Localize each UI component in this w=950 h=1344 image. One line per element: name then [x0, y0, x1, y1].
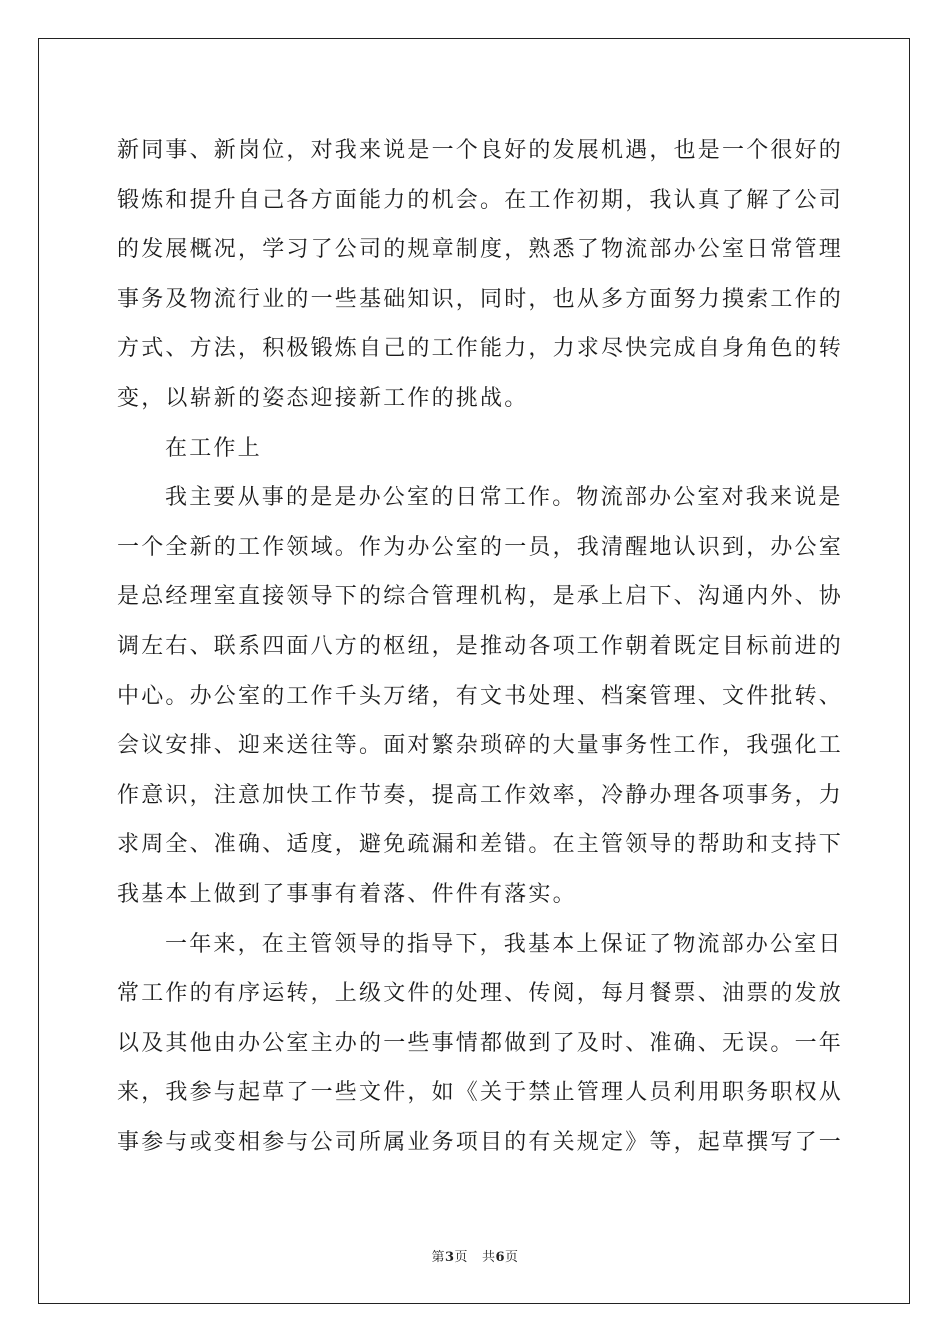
- text-line: 常工作的有序运转，上级文件的处理、传阅，每月餐票、油票的发放: [117, 981, 844, 1007]
- text-line: 是总经理室直接领导下的综合管理机构，是承上启下、沟通内外、协: [117, 584, 844, 610]
- document-body: [117, 126, 844, 1167]
- text-line: 事参与或变相参与公司所属业务项目的有关规定》等，起草撰写了一: [117, 1129, 844, 1155]
- text-line: 方式、方法，积极锻炼自己的工作能力，力求尽快完成自身角色的转: [117, 336, 844, 362]
- text-line: 以及其他由办公室主办的一些事情都做到了及时、准确、无误。一年: [117, 1030, 844, 1056]
- text-line: 变，以崭新的姿态迎接新工作的挑战。: [117, 385, 529, 411]
- paragraph-4: [117, 920, 844, 1168]
- text-line: 一年来，在主管领导的指导下，我基本上保证了物流部办公室日: [165, 931, 843, 957]
- section-heading: [117, 424, 833, 474]
- page-footer: [0, 1246, 950, 1265]
- text-line: 我基本上做到了事事有着落、件件有落实。: [117, 881, 577, 907]
- text-line: 来，我参与起草了一些文件，如《关于禁止管理人员利用职务职权从: [117, 1080, 844, 1106]
- text-line: 作意识，注意加快工作节奏，提高工作效率，冷静办理各项事务，力: [117, 782, 844, 808]
- paragraph-3: [117, 473, 844, 919]
- current-page-number: 3: [444, 1250, 455, 1265]
- page-suffix: 页: [454, 1250, 469, 1265]
- paragraph-1: [117, 126, 844, 424]
- total-prefix: 共: [481, 1250, 496, 1265]
- text-line: 新同事、新岗位，对我来说是一个良好的发展机遇，也是一个很好的: [117, 138, 844, 163]
- text-line: 事务及物流行业的一些基础知识，同时，也从多方面努力摸索工作的: [117, 286, 844, 312]
- text-line: 一个全新的工作领域。作为办公室的一员，我清醒地认识到，办公室: [117, 534, 844, 560]
- total-pages-number: 6: [495, 1250, 506, 1265]
- text-line: 调左右、联系四面八方的枢纽，是推动各项工作朝着既定目标前进的: [117, 633, 844, 659]
- text-line: 会议安排、迎来送往等。面对繁杂琐碎的大量事务性工作，我强化工: [117, 733, 844, 759]
- total-suffix: 页: [505, 1250, 519, 1265]
- text-line: 锻炼和提升自己各方面能力的机会。在工作初期，我认真了解了公司: [117, 187, 844, 213]
- text-line: 我主要从事的是是办公室的日常工作。物流部办公室对我来说是: [165, 485, 843, 511]
- text-line: 的发展概况，学习了公司的规章制度，熟悉了物流部办公室日常管理: [117, 237, 844, 263]
- text-line: 求周全、准确、适度，避免疏漏和差错。在主管领导的帮助和支持下: [117, 832, 844, 858]
- page-prefix: 第: [431, 1250, 445, 1265]
- text-line: 中心。办公室的工作千头万绪，有文书处理、档案管理、文件批转、: [117, 683, 844, 709]
- text-line: 在工作上: [165, 435, 262, 461]
